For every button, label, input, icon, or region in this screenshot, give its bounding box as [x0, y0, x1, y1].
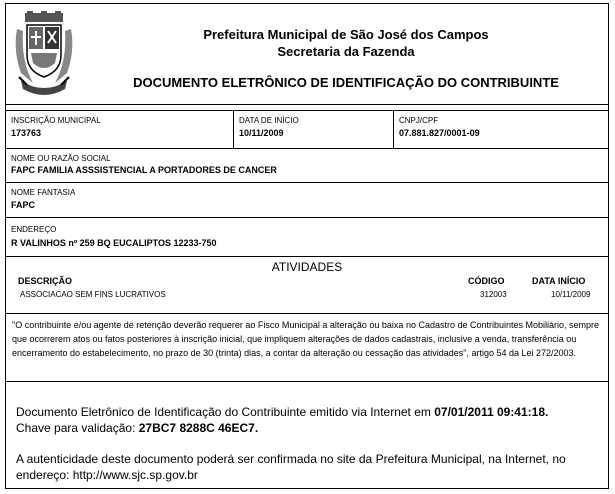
- cnpj-cell: [394, 111, 608, 148]
- col-descricao-header: DESCRIÇÃO: [18, 276, 73, 286]
- inscricao-value: 173763: [11, 128, 42, 138]
- fantasia-value: FAPC: [11, 200, 36, 210]
- atividades-section: [6, 257, 608, 314]
- nome-fantasia-row: [6, 183, 608, 218]
- data-inicio-cell: [234, 111, 393, 148]
- validation-key-label: Chave para validação:: [16, 421, 139, 435]
- atividade-codigo: 312003: [480, 290, 507, 299]
- emission-text: Documento Eletrônico de Identificação do Contribuinte emitido via Internet em: [16, 405, 435, 419]
- notice-row: [6, 314, 608, 382]
- razao-social-row: [6, 149, 608, 183]
- identification-row: [6, 110, 608, 149]
- document-title: DOCUMENTO ELETRÔNICO DE IDENTIFICAÇÃO DO CONTRIBUINTE: [133, 75, 559, 90]
- endereco-label: ENDEREÇO: [11, 225, 57, 234]
- atividade-data: 10/11/2009: [551, 290, 591, 299]
- fantasia-label: NOME FANTASIA: [11, 188, 76, 197]
- data-inicio-label: DATA DE INÍCIO: [239, 116, 299, 125]
- razao-value: FAPC FAMILIA ASSSISTENCIAL A PORTADORES DE CANCER: [11, 165, 277, 175]
- cnpj-value: 07.881.827/0001-09: [399, 128, 480, 138]
- validation-key: 27BC7 8288C 46EC7.: [138, 421, 259, 435]
- inscricao-label: INSCRIÇÃO MUNICIPAL: [11, 116, 101, 125]
- emission-datetime: 07/01/2011 09:41:18.: [434, 405, 549, 419]
- atividade-descricao: ASSOCIACAO SEM FINS LUCRATIVOS: [20, 290, 166, 299]
- inscricao-cell: [6, 111, 233, 148]
- authenticity-text: A autenticidade deste documento poderá ser confirmada no site da Prefeitura Municipal, na Internet, no endereço: http://www.sjc.sp.gov.br: [16, 452, 566, 482]
- col-data-header: DATA INÍCIO: [532, 276, 586, 286]
- data-inicio-value: 10/11/2009: [239, 128, 284, 138]
- cnpj-label: CNPJ/CPF: [399, 116, 439, 125]
- document-frame: [5, 3, 609, 489]
- col-codigo-header: CÓDIGO: [468, 276, 505, 286]
- municipal-coat-of-arms-icon: [11, 11, 77, 95]
- legal-notice: "O contribuinte e/ou agente de retenção deverão requerer ao Fisco Municipal a alteração ou baixa no Cadastro de Contribuintes Mobiliário, sempre que ocorrerem atos ou fatos posteriores à inscrição inicial, que impliquem alterações de dados cadastrais, inclusive a venda, transferência ou encerramento do estabelecimento, no prazo de 30 (trinta) dias, a contar da alteração ou cessação das atividades", artigo 54 da Lei 272/2003.: [12, 320, 600, 358]
- prefeitura-name: Prefeitura Municipal de São José dos Campos: [203, 27, 489, 42]
- emission-info: [16, 404, 601, 436]
- endereco-row: [6, 218, 608, 257]
- document-header: [6, 4, 608, 105]
- atividades-title: ATIVIDADES: [271, 260, 343, 274]
- endereco-value: R VALINHOS nº 259 BQ EUCALIPTOS 12233-750: [11, 238, 217, 248]
- secretaria-name: Secretaria da Fazenda: [277, 44, 415, 59]
- razao-label: NOME OU RAZÃO SOCIAL: [11, 154, 111, 163]
